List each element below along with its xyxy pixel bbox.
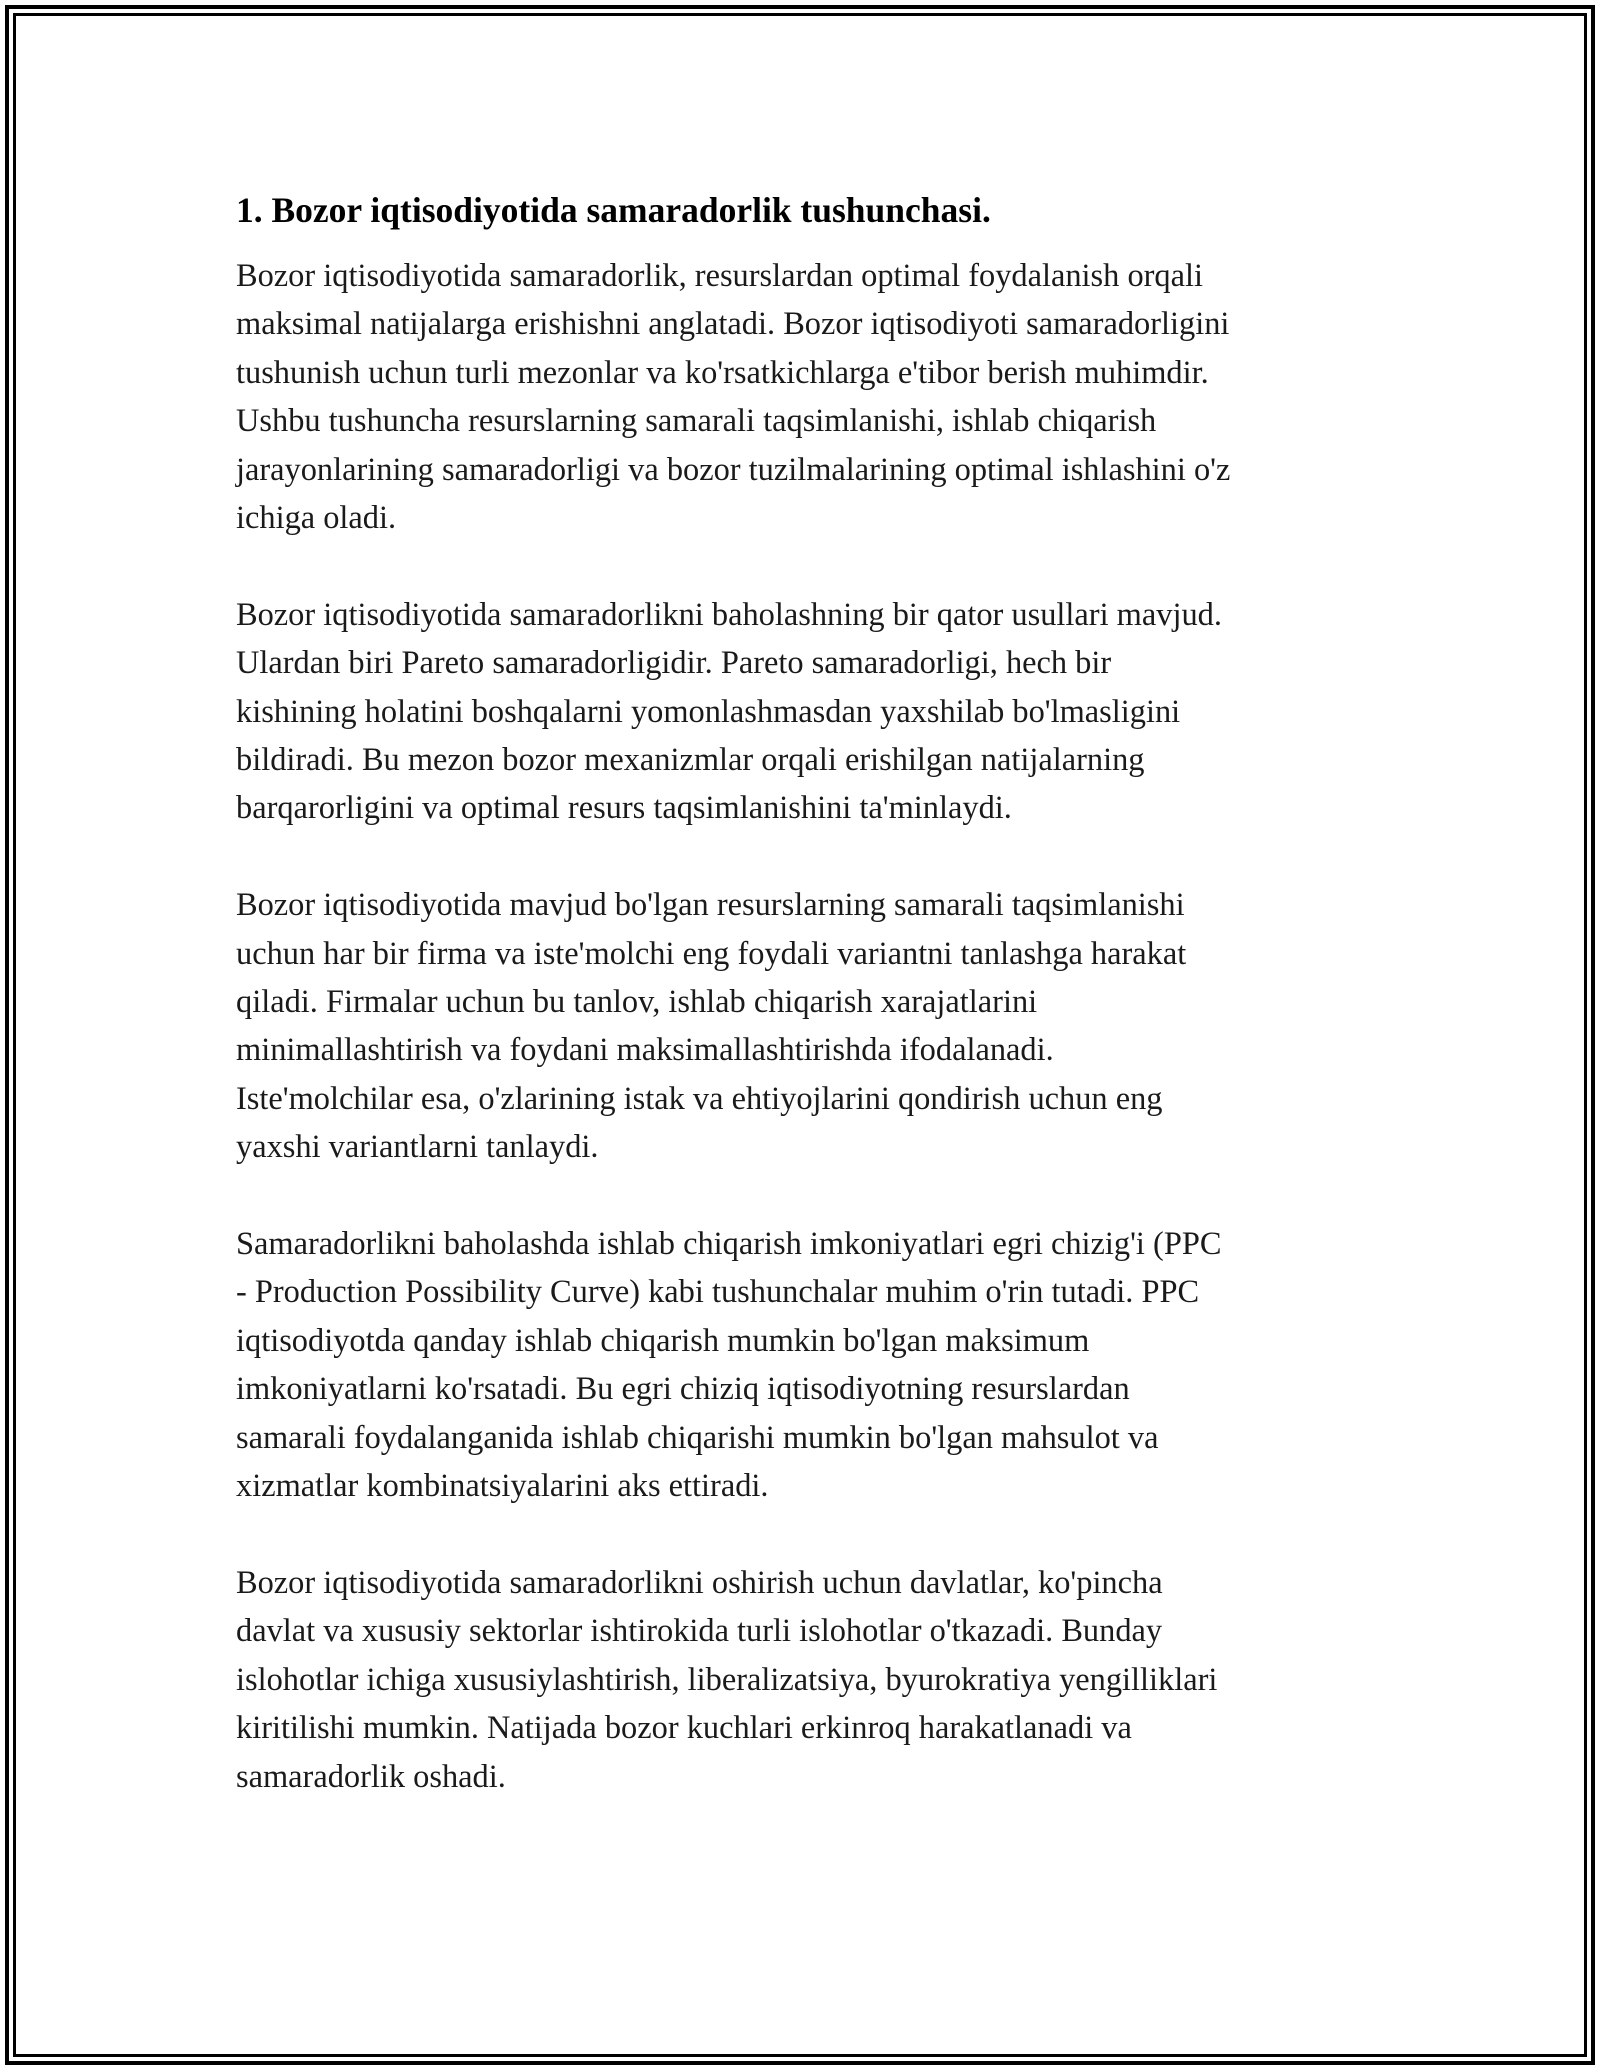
text-line: kishining holatini boshqalarni yomonlashmasdan yaxshilab bo'lmasligini: [236, 693, 1181, 730]
text-line: yaxshi variantlarni tanlaydi.: [236, 1129, 599, 1166]
document-body: [236, 186, 1366, 1849]
text-line: Ulardan biri Pareto samaradorligidir. Pareto samaradorligi, hech bir: [236, 645, 1112, 682]
text-line: - Production Possibility Curve) kabi tushunchalar muhim o'rin tutadi. PPC: [236, 1274, 1200, 1311]
paragraph-3: [236, 881, 1366, 1171]
text-line: Bozor iqtisodiyotida samaradorlik, resurslardan optimal foydalanish orqali: [236, 258, 1203, 294]
text-line: Bozor iqtisodiyotida samaradorlikni baholashning bir qator usullari mavjud.: [236, 596, 1222, 633]
text-line: samaradorlik oshadi.: [236, 1758, 506, 1795]
text-line: Ushbu tushuncha resurslarning samarali taqsimlanishi, ishlab chiqarish: [236, 403, 1157, 440]
text-line: qiladi. Firmalar uchun bu tanlov, ishlab chiqarish xarajatlarini: [236, 984, 1038, 1021]
paragraph-4: [236, 1220, 1366, 1510]
text-line: uchun har bir firma va iste'molchi eng foydali variantni tanlashga harakat: [236, 935, 1187, 972]
text-line: Bozor iqtisodiyotida samaradorlikni oshirish uchun davlatlar, ko'pincha: [236, 1564, 1163, 1601]
text-line: barqarorligini va optimal resurs taqsimlanishini ta'minlaydi.: [236, 790, 1012, 827]
text-line: iqtisodiyotda qanday ishlab chiqarish mumkin bo'lgan maksimum: [236, 1322, 1090, 1359]
paragraph-1: [236, 252, 1366, 542]
text-line: imkoniyatlarni ko'rsatadi. Bu egri chiziq iqtisodiyotning resurslardan: [236, 1371, 1130, 1408]
text-line: davlat va xususiy sektorlar ishtirokida turli islohotlar o'tkazadi. Bunday: [236, 1613, 1163, 1650]
text-line: tushunish uchun turli mezonlar va ko'rsatkichlarga e'tibor berish muhimdir.: [236, 354, 1209, 391]
text-line: Bozor iqtisodiyotida mavjud bo'lgan resurslarning samarali taqsimlanishi: [236, 887, 1185, 924]
text-line: bildiradi. Bu mezon bozor mexanizmlar orqali erishilgan natijalarning: [236, 742, 1145, 779]
text-line: jarayonlarining samaradorligi va bozor tuzilmalarining optimal ishlashini o'z: [236, 451, 1231, 488]
text-line: minimallashtirish va foydani maksimallashtirishda ifodalanadi.: [236, 1032, 1054, 1069]
text-line: Samaradorlikni baholashda ishlab chiqarish imkoniyatlari egri chizig'i (PPC: [236, 1226, 1222, 1263]
text-line: Iste'molchilar esa, o'zlarining istak va ehtiyojlarini qondirish uchun eng: [236, 1080, 1163, 1117]
paragraph-2: [236, 591, 1366, 833]
text-line: xizmatlar kombinatsiyalarini aks ettiradi.: [236, 1468, 769, 1505]
text-line: kiritilishi mumkin. Natijada bozor kuchlari erkinroq harakatlanadi va: [236, 1710, 1132, 1747]
paragraph-5: [236, 1559, 1366, 1801]
section-heading: 1. Bozor iqtisodiyotida samaradorlik tushunchasi.: [236, 190, 991, 230]
text-line: samarali foydalanganida ishlab chiqarishi mumkin bo'lgan mahsulot va: [236, 1419, 1159, 1456]
text-line: ichiga oladi.: [236, 500, 397, 537]
text-line: maksimal natijalarga erishishni anglatadi. Bozor iqtisodiyoti samaradorligini: [236, 306, 1230, 343]
text-line: islohotlar ichiga xususiylashtirish, liberalizatsiya, byurokratiya yengilliklari: [236, 1661, 1218, 1698]
